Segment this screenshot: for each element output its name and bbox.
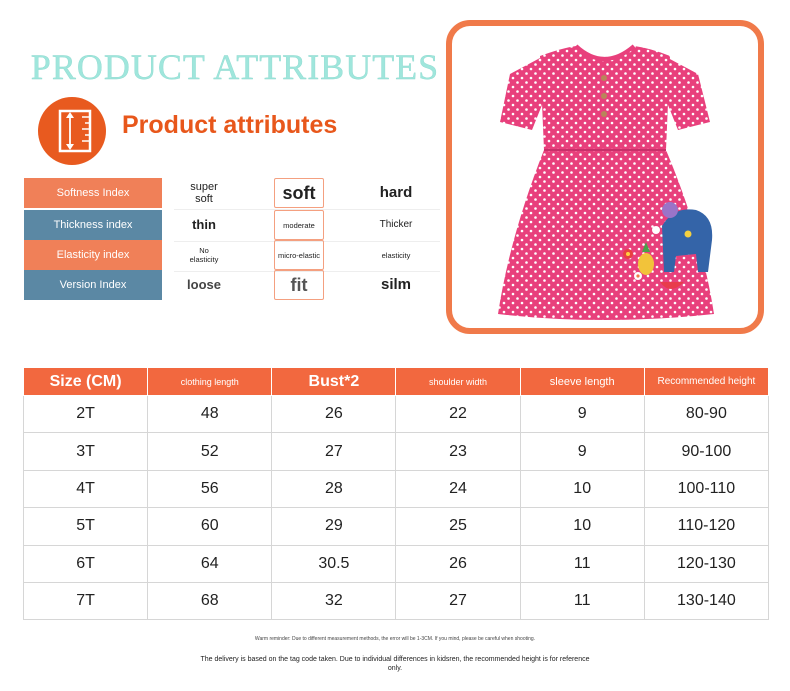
- table-cell: 110-120: [644, 508, 768, 545]
- table-row: [24, 545, 769, 582]
- attribute-option-selected: soft: [274, 178, 324, 208]
- table-cell: 29: [272, 508, 396, 545]
- table-cell: 22: [396, 396, 520, 433]
- table-cell: 6T: [24, 545, 148, 582]
- attribute-option-selected: moderate: [274, 210, 324, 240]
- table-cell: 27: [396, 582, 520, 619]
- attribute-label: Elasticity index: [24, 240, 162, 270]
- table-cell: 23: [396, 433, 520, 470]
- attribute-option: Thicker: [379, 219, 413, 230]
- table-row: [24, 508, 769, 545]
- table-cell: 7T: [24, 582, 148, 619]
- table-cell: 80-90: [644, 396, 768, 433]
- table-cell: 9: [520, 433, 644, 470]
- table-cell: 26: [396, 545, 520, 582]
- table-cell: 26: [272, 396, 396, 433]
- size-chart-header: sleeve length: [520, 368, 644, 396]
- table-cell: 24: [396, 470, 520, 507]
- attribute-option-selected: fit: [274, 270, 324, 300]
- attribute-row-thickness: [24, 210, 440, 240]
- table-cell: 30.5: [272, 545, 396, 582]
- table-cell: 27: [272, 433, 396, 470]
- size-chart-table: [23, 367, 769, 620]
- table-cell: 64: [148, 545, 272, 582]
- table-cell: 120-130: [644, 545, 768, 582]
- attribute-label: Softness Index: [24, 178, 162, 208]
- table-cell: 9: [520, 396, 644, 433]
- size-chart-header: Recommended height: [644, 368, 768, 396]
- table-cell: 100-110: [644, 470, 768, 507]
- table-row: [24, 470, 769, 507]
- table-cell: 25: [396, 508, 520, 545]
- table-cell: 11: [520, 582, 644, 619]
- table-cell: 3T: [24, 433, 148, 470]
- decorative-title: PRODUCT ATTRIBUTES: [30, 47, 440, 87]
- table-cell: 4T: [24, 470, 148, 507]
- table-cell: 10: [520, 508, 644, 545]
- table-cell: 5T: [24, 508, 148, 545]
- attribute-option: No elasticity: [189, 246, 219, 264]
- attribute-option: super soft: [190, 181, 218, 205]
- size-chart-header: clothing length: [148, 368, 272, 396]
- size-chart-header: Size (CM): [24, 368, 148, 396]
- size-chart-header: shoulder width: [396, 368, 520, 396]
- table-cell: 68: [148, 582, 272, 619]
- table-cell: 52: [148, 433, 272, 470]
- table-cell: 32: [272, 582, 396, 619]
- section-title: Product attributes: [122, 111, 338, 139]
- attribute-option: elasticity: [381, 250, 411, 260]
- table-row: [24, 433, 769, 470]
- warm-reminder-note: Warm reminder: Due to different measurement methods, the error will be 1-3CM. If you mind, please be careful when shooting.: [254, 636, 536, 642]
- attribute-row-softness: [24, 178, 440, 208]
- attribute-row-elasticity: [24, 240, 440, 270]
- attribute-option-selected: micro-elastic: [274, 240, 324, 270]
- table-cell: 2T: [24, 396, 148, 433]
- table-cell: 48: [148, 396, 272, 433]
- attribute-row-version: [24, 270, 440, 300]
- table-row: [24, 582, 769, 619]
- attribute-option: thin: [192, 217, 216, 232]
- table-row: [24, 396, 769, 433]
- table-cell: 60: [148, 508, 272, 545]
- attribute-label: Thickness index: [24, 210, 162, 240]
- table-cell: 56: [148, 470, 272, 507]
- size-chart-header-row: [24, 368, 769, 396]
- table-cell: 90-100: [644, 433, 768, 470]
- attribute-option: silm: [380, 276, 411, 293]
- attribute-option: hard: [379, 184, 413, 201]
- size-chart-header: Bust*2: [272, 368, 396, 396]
- table-cell: 130-140: [644, 582, 768, 619]
- attribute-label: Version Index: [24, 270, 162, 300]
- measure-ruler-icon: [38, 97, 106, 165]
- table-cell: 11: [520, 545, 644, 582]
- table-cell: 28: [272, 470, 396, 507]
- delivery-note: The delivery is based on the tag code taken. Due to individual differences in kidsren, the recommended height is for reference only.: [200, 656, 590, 672]
- table-cell: 10: [520, 470, 644, 507]
- product-image: [446, 20, 764, 334]
- attribute-option: loose: [187, 277, 221, 292]
